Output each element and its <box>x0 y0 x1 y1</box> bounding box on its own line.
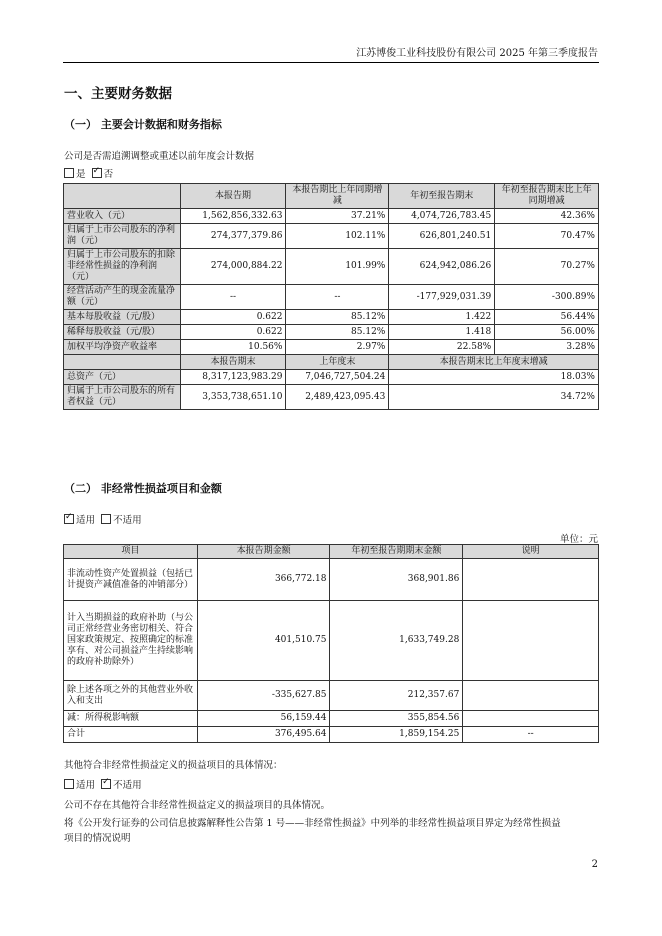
non-recurring-items-table <box>63 544 599 743</box>
table-header-row <box>64 545 599 559</box>
cell-value: 2,489,423,095.43 <box>286 385 389 410</box>
header-cell: 年初至报告期末 <box>389 184 495 209</box>
cell-value: 56.44% <box>495 310 599 325</box>
explanation-line-1: 将《公开发行证券的公司信息披露解释性公告第 1 号——非经常性损益》中列举的非经常性损益项目界定为经常性损益 <box>64 818 561 829</box>
cell-value: 22.58% <box>389 340 495 355</box>
cell-value: 274,000,884.22 <box>180 249 286 285</box>
row-label: 营业收入（元） <box>64 209 181 224</box>
cell-value: 368,901.86 <box>330 559 463 601</box>
row-label: 合计 <box>64 727 198 743</box>
cell-value: 42.36% <box>495 209 599 224</box>
cell-value: 2.97% <box>286 340 389 355</box>
cell-value: 1.418 <box>389 325 495 340</box>
cell-value: 34.72% <box>389 385 599 410</box>
cell-value: 376,495.64 <box>197 727 330 743</box>
cell-value: -300.89% <box>495 285 599 310</box>
table-row <box>64 559 599 601</box>
cell-value <box>463 559 599 601</box>
cell-value: 102.11% <box>286 224 389 249</box>
header-cell: 说明 <box>463 545 599 559</box>
header-cell: 本报告期金额 <box>197 545 330 559</box>
table-row <box>64 340 599 355</box>
option-apply-label: 适用 <box>76 515 96 526</box>
row-label: 归属于上市公司股东的扣除非经常性损益的净利润（元） <box>64 249 181 285</box>
header-rule <box>63 62 599 63</box>
cell-value: 37.21% <box>286 209 389 224</box>
row-label: 基本每股收益（元/股） <box>64 310 181 325</box>
table-header-row <box>64 355 599 370</box>
cell-value: 1,859,154.25 <box>330 727 463 743</box>
cell-value: 3.28% <box>495 340 599 355</box>
header-cell: 项目 <box>64 545 198 559</box>
cell-value: 0.622 <box>180 325 286 340</box>
cell-value: 70.27% <box>495 249 599 285</box>
row-label: 除上述各项之外的其他营业外收入和支出 <box>64 681 198 711</box>
table-row <box>64 711 599 727</box>
table-row <box>64 325 599 340</box>
option-no-label: 否 <box>103 169 114 180</box>
page-header: 江苏博俊工业科技股份有限公司 2025 年第三季度报告 <box>356 48 598 59</box>
header-cell <box>64 184 181 209</box>
table-row <box>64 385 599 410</box>
cell-value: 10.56% <box>180 340 286 355</box>
option-apply-label: 适用 <box>76 780 96 791</box>
cell-value: 4,074,726,783.45 <box>389 209 495 224</box>
cell-value: -335,627.85 <box>197 681 330 711</box>
header-cell: 本报告期末比上年度末增减 <box>389 355 599 370</box>
table-row <box>64 285 599 310</box>
table-row <box>64 310 599 325</box>
cell-value <box>463 601 599 681</box>
subsection-title-1: （一） 主要会计数据和财务指标 <box>64 118 222 131</box>
checkbox-unchecked-icon <box>64 168 74 178</box>
cell-value: 1.422 <box>389 310 495 325</box>
cell-value: -- <box>180 285 286 310</box>
header-cell <box>64 355 181 370</box>
header-cell: 本报告期比上年同期增减 <box>286 184 389 209</box>
cell-value: 56.00% <box>495 325 599 340</box>
apply-options <box>64 512 142 526</box>
cell-value: 7,046,727,504.24 <box>286 370 389 385</box>
cell-value: 70.47% <box>495 224 599 249</box>
row-label: 减：所得税影响额 <box>64 711 198 727</box>
other-none-statement: 公司不存在其他符合非经常性损益定义的损益项目的具体情况。 <box>64 800 331 811</box>
row-label: 计入当期损益的政府补助（与公司正常经营业务密切相关、符合国家政策规定、按照确定的标准享有、对公司损益产生持续影响的政府补助除外） <box>64 601 198 681</box>
other-items-note: 其他符合非经常性损益定义的损益项目的具体情况： <box>64 760 283 771</box>
row-label: 归属于上市公司股东的所有者权益（元） <box>64 385 181 410</box>
row-label: 加权平均净资产收益率 <box>64 340 181 355</box>
section-title: 一、主要财务数据 <box>64 86 172 102</box>
restate-options <box>64 166 113 180</box>
cell-value: 401,510.75 <box>197 601 330 681</box>
cell-value: 18.03% <box>389 370 599 385</box>
option-not-apply-label: 不适用 <box>113 780 142 791</box>
header-cell: 本报告期末 <box>180 355 286 370</box>
cell-value: 85.12% <box>286 325 389 340</box>
subsection-title-2: （二） 非经常性损益项目和金额 <box>64 482 222 495</box>
unit-label: 单位：元 <box>559 534 598 545</box>
checkbox-unchecked-icon <box>64 779 74 789</box>
cell-value: 366,772.18 <box>197 559 330 601</box>
cell-value: 626,801,240.51 <box>389 224 495 249</box>
cell-value: 624,942,086.26 <box>389 249 495 285</box>
cell-value: 56,159.44 <box>197 711 330 727</box>
table-row <box>64 209 599 224</box>
row-label: 总资产（元） <box>64 370 181 385</box>
row-label: 归属于上市公司股东的净利润（元） <box>64 224 181 249</box>
cell-value: -- <box>286 285 389 310</box>
cell-value: 1,562,856,332.63 <box>180 209 286 224</box>
financial-data-table <box>63 183 599 410</box>
table-row <box>64 370 599 385</box>
cell-value: 0.622 <box>180 310 286 325</box>
table-header-row <box>64 184 599 209</box>
cell-value: 274,377,379.86 <box>180 224 286 249</box>
option-yes-label: 是 <box>76 169 86 180</box>
table-row <box>64 249 599 285</box>
cell-value <box>463 711 599 727</box>
row-label: 经营活动产生的现金流量净额（元） <box>64 285 181 310</box>
checkbox-checked-icon <box>101 779 111 789</box>
option-not-apply-label: 不适用 <box>113 515 142 526</box>
cell-value: 1,633,749.28 <box>330 601 463 681</box>
cell-value: 212,357.67 <box>330 681 463 711</box>
header-cell: 上年度末 <box>286 355 389 370</box>
cell-value <box>463 681 599 711</box>
restate-question: 公司是否需追溯调整或重述以前年度会计数据 <box>64 151 255 162</box>
checkbox-unchecked-icon <box>101 514 111 524</box>
row-label: 稀释每股收益（元/股） <box>64 325 181 340</box>
page-number: 2 <box>591 859 598 870</box>
table-row <box>64 681 599 711</box>
explanation-line-2: 项目的情况说明 <box>64 833 131 844</box>
cell-value: 355,854.56 <box>330 711 463 727</box>
cell-value: 101.99% <box>286 249 389 285</box>
table-row <box>64 601 599 681</box>
other-options <box>64 777 142 791</box>
checkbox-checked-icon <box>64 514 74 524</box>
row-label: 非流动性资产处置损益（包括已计提资产减值准备的冲销部分） <box>64 559 198 601</box>
cell-value: 8,317,123,983.29 <box>180 370 286 385</box>
cell-value: 3,353,738,651.10 <box>180 385 286 410</box>
checkbox-checked-icon <box>92 168 102 178</box>
cell-value: 85.12% <box>286 310 389 325</box>
header-cell: 年初至报告期期末金额 <box>330 545 463 559</box>
table-row <box>64 727 599 743</box>
cell-value: -- <box>463 727 599 743</box>
header-cell: 年初至报告期末比上年同期增减 <box>495 184 599 209</box>
header-cell: 本报告期 <box>180 184 286 209</box>
table-row <box>64 224 599 249</box>
cell-value: -177,929,031.39 <box>389 285 495 310</box>
